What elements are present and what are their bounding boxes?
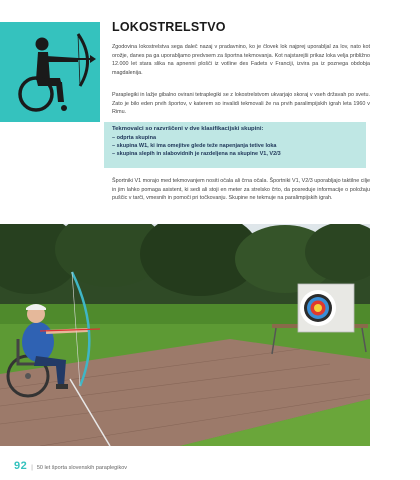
classification-item: – skupina W1, ki ima omejitve glede teže napenjanja tetive loka [112, 142, 277, 149]
classification-title: Tekmovalci so razvrščeni v dve klasifikacijski skupini: [112, 126, 264, 132]
archery-pictogram [0, 22, 100, 122]
archer-in-wheelchair-photo [0, 224, 370, 446]
archer-photo [0, 224, 370, 446]
footer-text: 50 let športa slovenskih paraplegikov [36, 465, 128, 471]
paralympic-paragraph: Paraplegiki in lažje gibalno ovirani tetraplegiki se z lokostrelstvom ukvarjajo skoraj v vseh državah po svetu. Zato je bilo eden prvih športov, v katerem so invalidi tekmovali že na prvih paralimpijskih igrah leta 1960 v Rimu. [112, 92, 370, 116]
classification-item: – odprta skupina [112, 134, 157, 141]
section-title: LOKOSTRELSTVO [112, 20, 226, 34]
archer-in-wheelchair-icon [0, 22, 100, 122]
page-footer [14, 460, 127, 472]
classification-box [104, 122, 366, 168]
classification-item: – skupina slepih in slabovidnih je razdeljena na skupine V1, V2/3 [112, 150, 281, 157]
visually-impaired-paragraph: Športniki V1 morajo med tekmovanjem nositi očala ali črna očala. Športniki V1, V2/3 uporabljajo taktilne cilje in jim lahko pomaga asistent, ki sedi ali stoji en meter za strelsko črto, da posreduje informacije o položaju puščic v tarči, vmesnih in pomoči pri točkovanju. Skupine ne tekmuje na paralimpijskih igrah. [112, 178, 370, 202]
history-paragraph: Zgodovina lokostrelstva sega daleč nazaj v pradavnino, ko je človek lok najprej uporabljal za lov, nato kot orožje, danes pa ga uporabljamo predvsem za športna tekmovanja. Kot najstarejši prikaz loka velja približno 12.000 let stara slika na apnenni plošči iz votline des Fadets v Franciji, izvira pa iz poznega obdobja magdalenija. [112, 44, 370, 76]
footer-separator: | [31, 465, 33, 471]
page-number: 92 [14, 460, 28, 472]
